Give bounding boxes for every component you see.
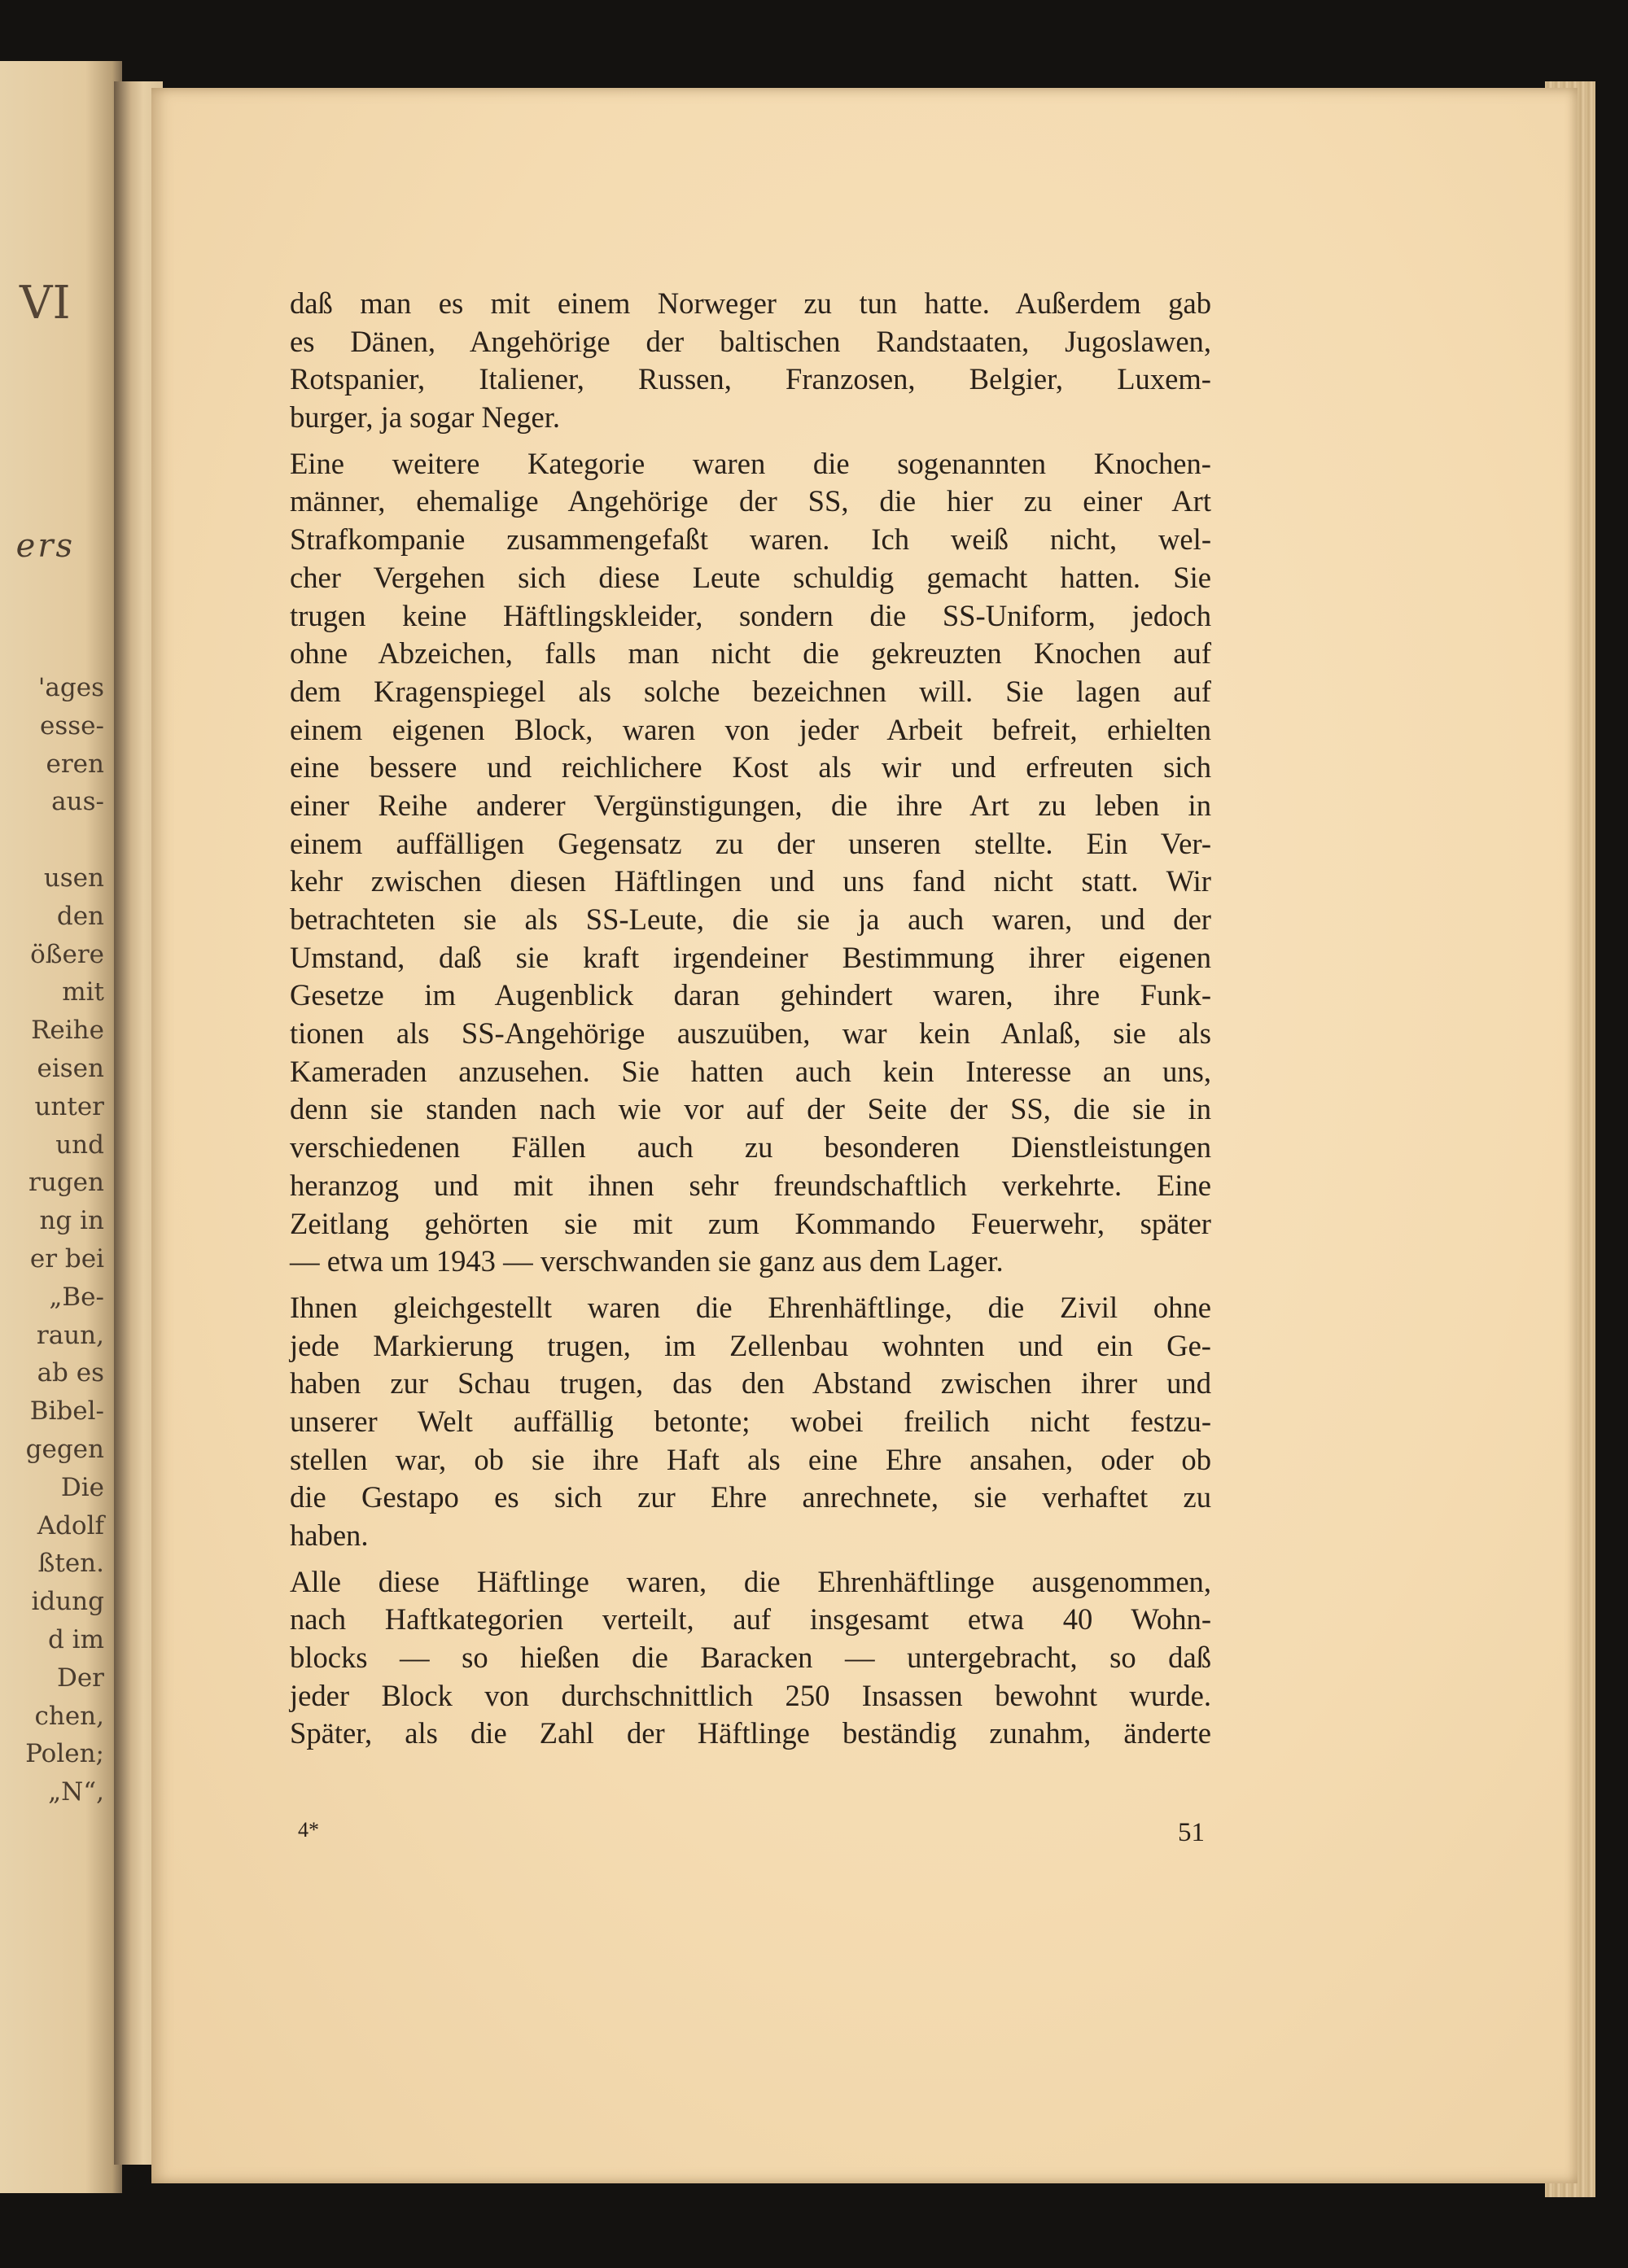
left-margin-fragment: d im (47, 1625, 104, 1654)
left-margin-fragment: er bei (29, 1244, 104, 1274)
text-line: jede Markierung trugen, im Zellenbau wohnten und ein Ge- (290, 1328, 1211, 1362)
text-line: unserer Welt auffällig betonte; wobei freilich nicht festzu- (290, 1404, 1211, 1438)
left-margin-fragment: esse- (40, 710, 104, 741)
text-line: trugen keine Häftlingskleider, sondern die SS-Uniform, jedoch (290, 598, 1211, 632)
text-line: dem Kragenspiegel als solche bezeichnen will. Sie lagen auf (290, 674, 1211, 708)
text-line: betrachteten sie als SS-Leute, die sie ja auch waren, und der (290, 902, 1211, 936)
text-line: Später, als die Zahl der Häftlinge beständig zunahm, änderte (290, 1716, 1211, 1750)
text-line: es Dänen, Angehörige der baltischen Randstaaten, Jugoslawen, (290, 324, 1211, 358)
text-line: einem auffälligen Gegensatz zu der unseren stellte. Ein Ver- (290, 826, 1211, 860)
text-line: nach Haftkategorien verteilt, auf insgesamt etwa 40 Wohn- (290, 1602, 1211, 1637)
left-margin-fragment: Polen; (25, 1739, 104, 1769)
paragraph-1 (290, 285, 1211, 437)
left-margin-fragment: Der (56, 1663, 104, 1693)
left-margin-fragment: mit (62, 977, 104, 1007)
text-line: heranzog und mit ihnen sehr freundschaftlich verkehrte. Eine (290, 1168, 1211, 1202)
text-line: blocks — so hießen die Baracken — untergebracht, so daß (290, 1641, 1211, 1675)
left-margin-fragment: ößere (30, 939, 104, 969)
left-margin-fragment: ßten. (37, 1549, 104, 1579)
left-margin-fragment: chen, (34, 1701, 104, 1731)
left-margin-fragment: „Be- (49, 1282, 104, 1312)
paragraph-3 (290, 1289, 1211, 1555)
text-line: ohne Abzeichen, falls man nicht die gekreuzten Knochen auf (290, 636, 1211, 671)
text-line: stellen war, ob sie ihre Haft als eine Ehre ansahen, oder ob (290, 1442, 1211, 1476)
left-margin-fragment: aus- (51, 787, 104, 817)
text-line: tionen als SS-Angehörige auszuüben, war kein Anlaß, sie als (290, 1016, 1211, 1051)
text-line: Gesetze im Augenblick daran gehindert waren, ihre Funk- (290, 978, 1211, 1012)
text-line: — etwa um 1943 — verschwanden sie ganz aus dem Lager. (290, 1244, 1004, 1278)
left-margin-fragment: Reihe (31, 1016, 104, 1046)
text-line: cher Vergehen sich diese Leute schuldig gemacht hatten. Sie (290, 560, 1211, 594)
chapter-numeral: VI (20, 277, 71, 330)
text-line: einem eigenen Block, waren von jeder Arbeit befreit, erhielten (290, 712, 1211, 746)
left-margin-fragment: Adolf (37, 1510, 104, 1540)
left-page (0, 61, 122, 2193)
left-margin-fragment: und (55, 1130, 104, 1160)
left-margin-fragment: rugen (28, 1168, 104, 1198)
left-margin-fragment: raun, (36, 1320, 104, 1350)
left-margin-fragment: ng in (39, 1206, 104, 1236)
text-line: verschiedenen Fällen auch zu besonderen Dienstleistungen (290, 1130, 1211, 1165)
text-line: Umstand, daß sie kraft irgendeiner Bestimmung ihrer eigenen (290, 940, 1211, 974)
text-line: haben. (290, 1519, 369, 1552)
text-line: männer, ehemalige Angehörige der SS, die hier zu einer Art (290, 484, 1211, 518)
text-line: Eine weitere Kategorie waren die sogenannten Knochen- (290, 446, 1211, 480)
text-line: Zeitlang gehörten sie mit zum Kommando Feuerwehr, später (290, 1206, 1211, 1240)
text-line: Kameraden anzusehen. Sie hatten auch kein Interesse an uns, (290, 1054, 1211, 1088)
left-margin-fragment: Die (60, 1472, 104, 1502)
left-margin-fragment: usen (43, 863, 104, 893)
left-margin-fragment: eisen (37, 1054, 104, 1083)
left-margin-fragment: idung (31, 1587, 104, 1617)
text-line: Rotspanier, Italiener, Russen, Franzosen, Belgier, Luxem- (290, 362, 1211, 396)
running-header-fragment: ers (15, 527, 75, 565)
text-line: einer Reihe anderer Vergünstigungen, die ihre Art zu leben in (290, 788, 1211, 822)
paragraph-4 (290, 1563, 1211, 1753)
page-footer (290, 1818, 1211, 1851)
left-margin-fragment: Bibel- (29, 1396, 104, 1427)
left-margin-fragment: „N“, (48, 1777, 104, 1807)
text-line: eine bessere und reichlichere Kost als wir und erfreuten sich (290, 750, 1211, 784)
paragraph-2 (290, 445, 1211, 1281)
text-line: Ihnen gleichgestellt waren die Ehrenhäftlinge, die Zivil ohne (290, 1290, 1211, 1324)
text-line: Alle diese Häftlinge waren, die Ehrenhäftlinge ausgenommen, (290, 1564, 1211, 1598)
text-line: die Gestapo es sich zur Ehre anrechnete, sie verhaftet zu (290, 1480, 1211, 1514)
body-text (290, 285, 1211, 1761)
left-margin-fragment: 'ages (37, 673, 104, 702)
text-line: denn sie standen nach wie vor auf der Seite der SS, die sie in (290, 1092, 1211, 1126)
signature-mark: 4* (298, 1818, 319, 1842)
text-line: haben zur Schau trugen, das den Abstand zwischen ihrer und (290, 1366, 1211, 1401)
left-margin-fragment: eren (46, 749, 104, 779)
left-margin-fragment: den (56, 901, 104, 931)
text-line: jeder Block von durchschnittlich 250 Insassen bewohnt wurde. (290, 1678, 1211, 1712)
left-margin-fragment: ab es (37, 1358, 104, 1388)
text-line: burger, ja sogar Neger. (290, 400, 561, 435)
text-line: kehr zwischen diesen Häftlingen und uns fand nicht statt. Wir (290, 864, 1211, 898)
page-number: 51 (1178, 1818, 1205, 1847)
left-margin-fragment: gegen (25, 1435, 104, 1464)
left-margin-fragment: unter (34, 1091, 104, 1121)
text-line: daß man es mit einem Norweger zu tun hatte. Außerdem gab (290, 286, 1211, 320)
text-line: Strafkompanie zusammengefaßt waren. Ich weiß nicht, wel- (290, 522, 1211, 557)
